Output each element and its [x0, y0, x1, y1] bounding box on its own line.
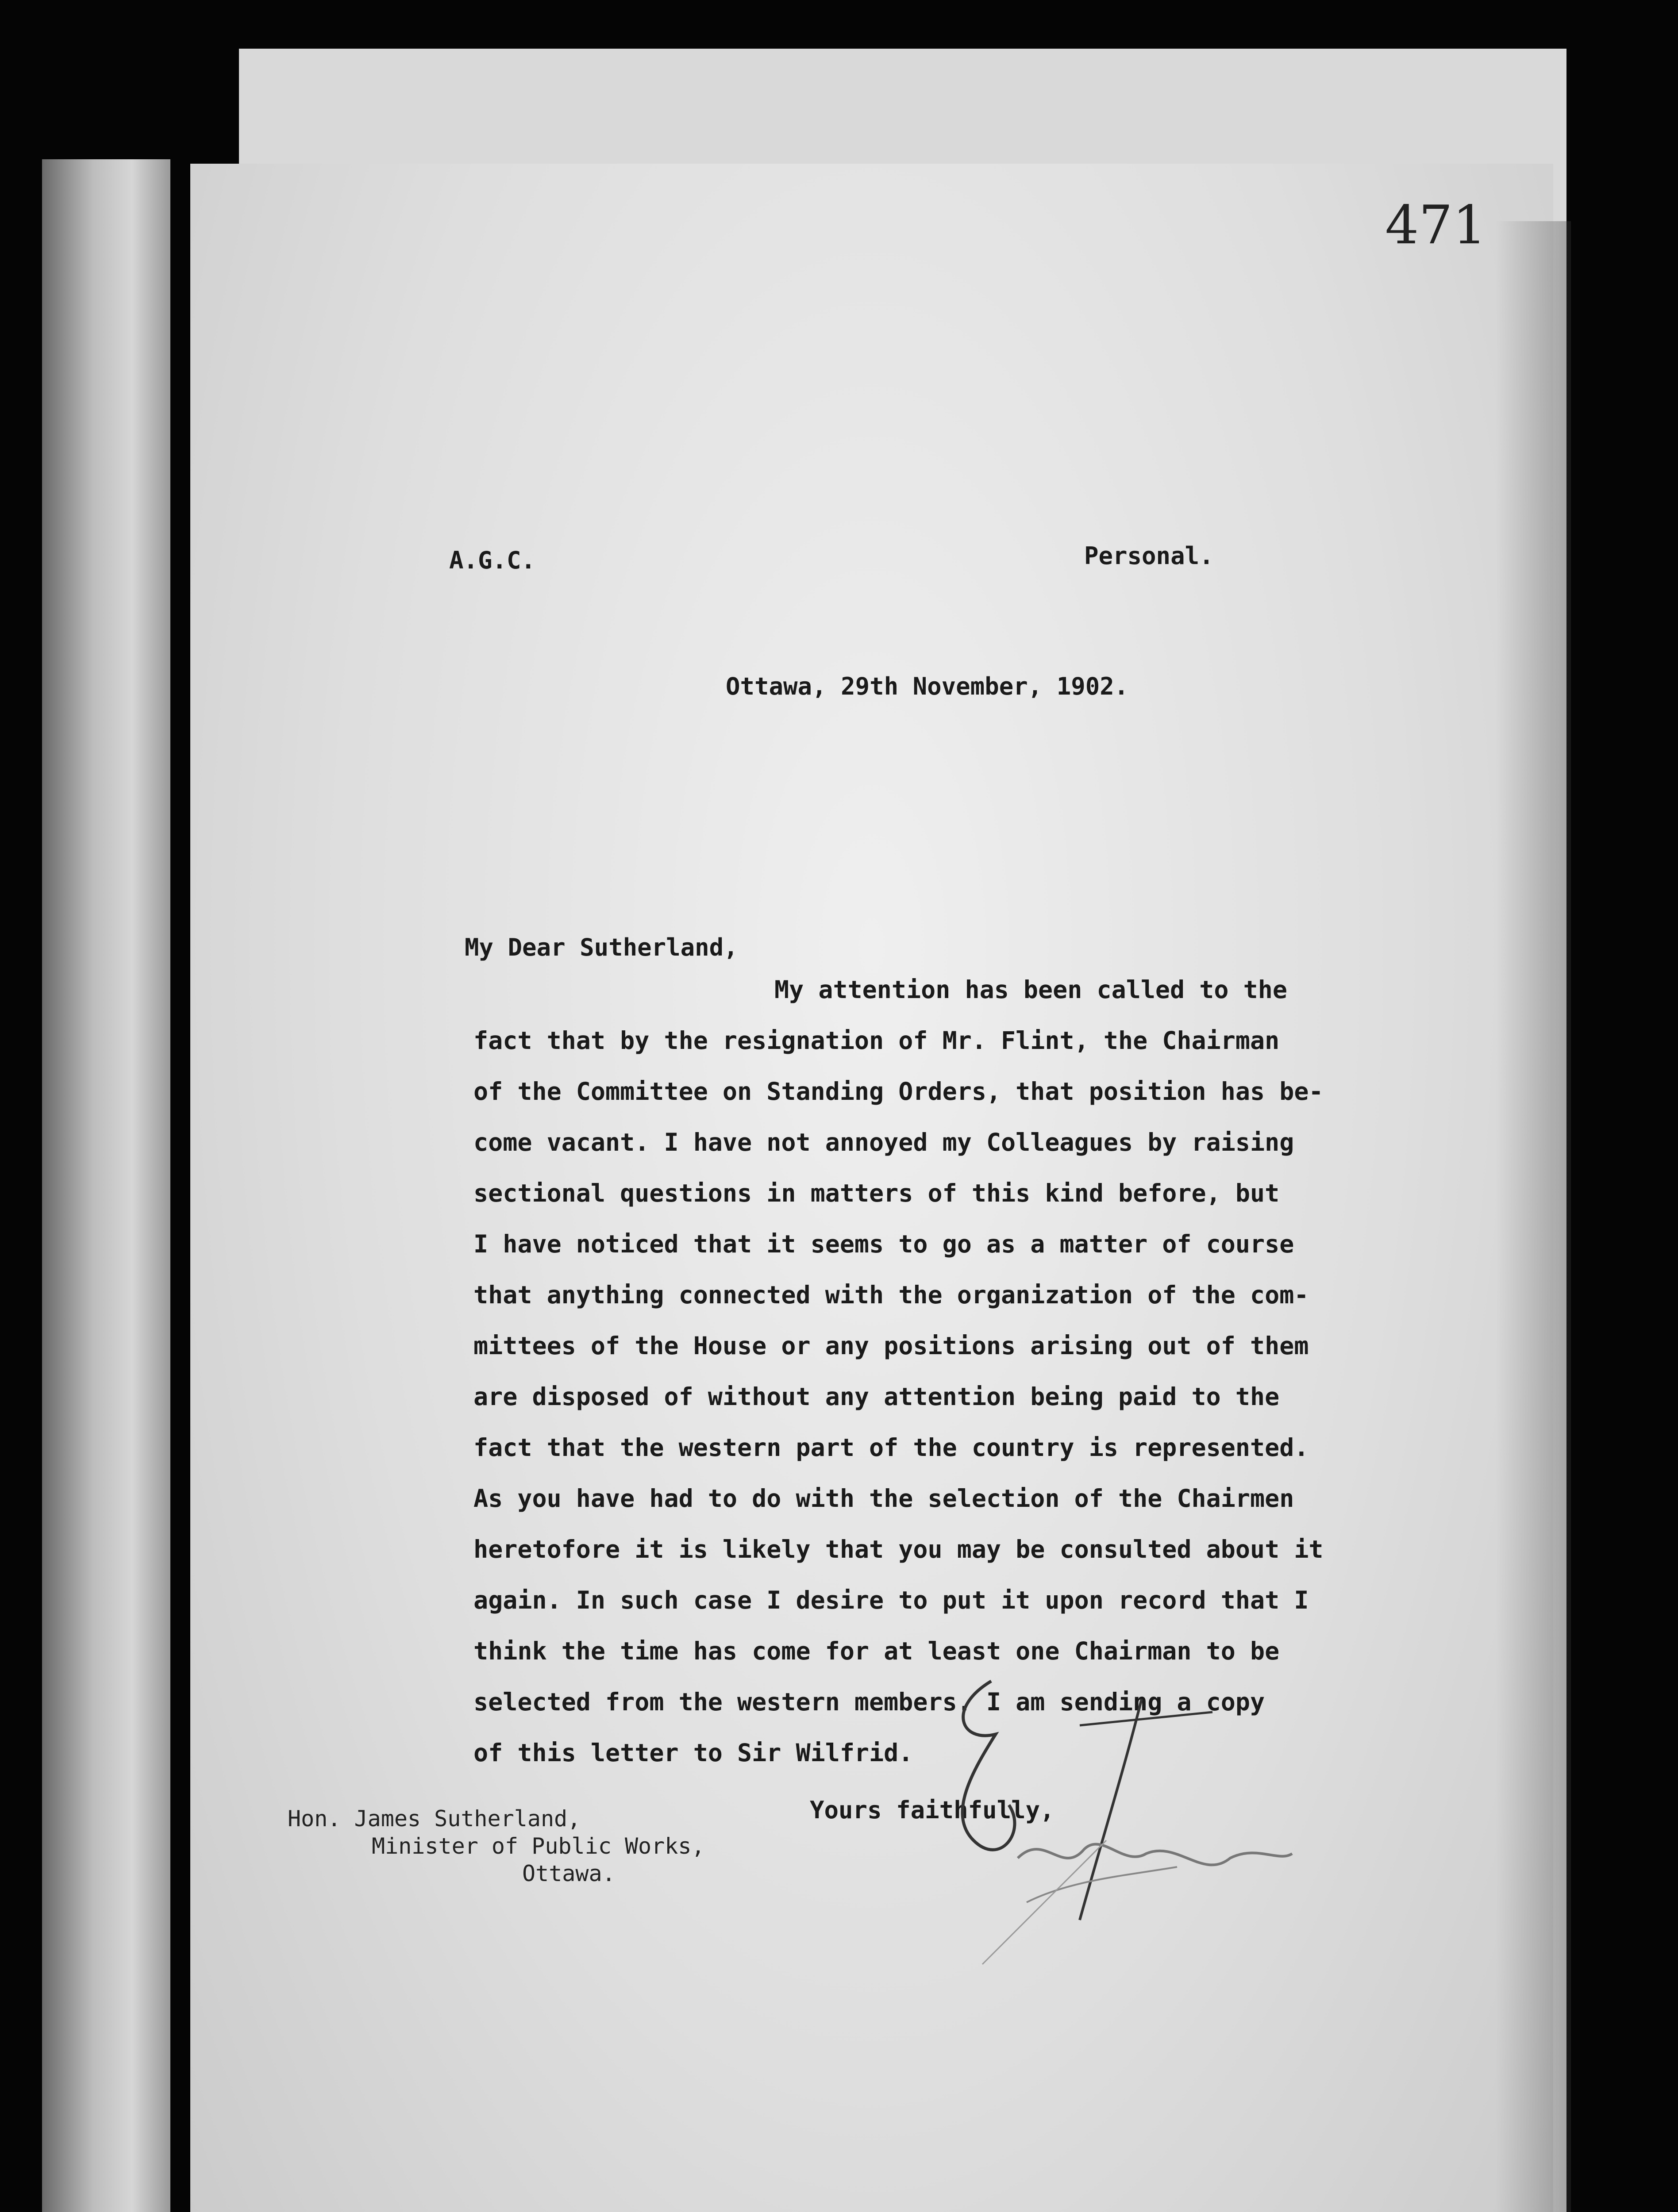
addressee-name: Hon. James Sutherland, [288, 1806, 581, 1832]
body-line: come vacant. I have not annoyed my Colleagues by raising [473, 1128, 1294, 1156]
personal-marking: Personal. [1084, 542, 1214, 570]
closing: Yours faithfully, [810, 1796, 1055, 1824]
addressee-city: Ottawa. [522, 1861, 616, 1886]
body-line: mittees of the House or any positions arising out of them [473, 1332, 1309, 1360]
body-line: are disposed of without any attention being paid to the [473, 1382, 1280, 1411]
body-line: think the time has come for at least one Chairman to be [473, 1637, 1280, 1665]
body-line: fact that the western part of the country is represented. [473, 1433, 1309, 1462]
body-line: selected from the western members. I am sending a copy [473, 1688, 1265, 1716]
body-line: fact that by the resignation of Mr. Flint, the Chairman [473, 1026, 1280, 1055]
body-line: of this letter to Sir Wilfrid. [473, 1739, 913, 1767]
page-edge-shadow [1496, 221, 1571, 2212]
letter-body [473, 964, 1324, 1778]
folio-number: 471 [1385, 195, 1487, 256]
place-date: Ottawa, 29th November, 1902. [726, 672, 1129, 700]
salutation: My Dear Sutherland, [465, 933, 738, 961]
body-line: I have noticed that it seems to go as a matter of course [473, 1230, 1294, 1258]
reference-initials: A.G.C. [449, 546, 536, 574]
body-line: again. In such case I desire to put it upon record that I [473, 1586, 1309, 1614]
left-film-strip [42, 159, 170, 2212]
body-line: of the Committee on Standing Orders, that position has be- [473, 1077, 1324, 1106]
body-line: that anything connected with the organization of the com- [473, 1281, 1309, 1309]
body-line: sectional questions in matters of this kind before, but [473, 1179, 1280, 1207]
addressee-title: Minister of Public Works, [372, 1833, 705, 1859]
body-line: As you have had to do with the selection of the Chairmen [473, 1484, 1294, 1513]
addressee-block [288, 1805, 705, 1887]
body-line: heretofore it is likely that you may be consulted about it [473, 1535, 1324, 1563]
body-line: My attention has been called to the [774, 975, 1287, 1004]
handwritten-signature [894, 1672, 1328, 1982]
